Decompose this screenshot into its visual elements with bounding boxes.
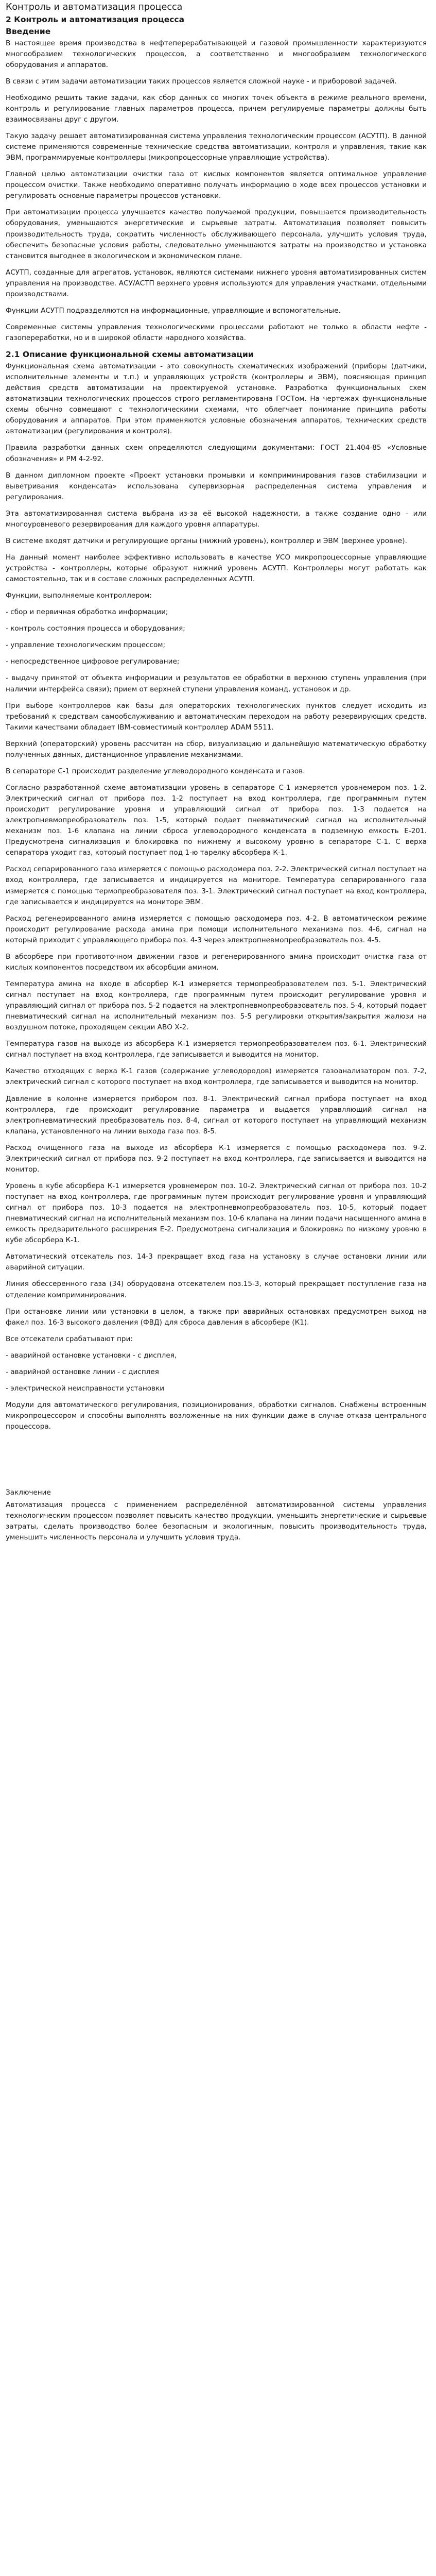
section-paragraph: В системе входят датчики и регулирующие органы (нижний уровень), контроллер и ЭВМ (верхнее уровне). [6,536,407,545]
section-paragraph: При остановке линии или установки в целом, а также при аварийных остановках предусмотрен выход на факел поз. 16-3 высокого давления (ФВД) для сброса давления в абсорбере (К1). [6,1307,427,1327]
intro-paragraph: Функции АСУТП подразделяются на информационные, управляющие и вспомогательные. [6,306,341,315]
section-paragraph: В абсорбере при противоточном движении газов и регенерированного амина происходит очистка газа от кислых компонентов посредством их абсорбции амином. [6,952,427,972]
section-paragraph: При выборе контроллеров как базы для операторских технологических пунктов следует исходить из требований к средствам самообслуживанию и автоматическим переходом на работу резервирующих средств. Такими качествами обладает IBM-совместимый контроллер ADAM 5511. [6,701,427,732]
section-paragraph: Давление в колонне измеряется прибором поз. 8-1. Электрический сигнал прибора поступает на вход контроллера, где происходит регулирование параметра и выдается управляющий сигнал на электропневматический преобразователь поз. 8-4, сигнал от которого поступает на управляющий механизм клапана, установленного на линии выхода газа поз. 8-5. [6,1094,427,1136]
intro-paragraph: При автоматизации процесса улучшается качество получаемой продукции, повышается производительность оборудования, уменьшаются энергетические и сырьевые затраты. Автоматизация позволяет повысить производительность труда, сократить численность обслуживающего персонала, улучшить условия труда, обеспечить безопасные условия работы, следовательно уменьшаются затраты на производство и установка становится выгоднее в экологическом и экономическом плане. [6,208,427,260]
section-paragraph: Расход регенерированного амина измеряется с помощью расходомера поз. 4-2. В автоматическом режиме происходит регулирование расхода амина при помощи исполнительного механизма поз. 4-6, сигнал на который приходит с управляющего прибора поз. 4-3 через электропневмопреобразователь поз. 4-5. [6,914,427,944]
intro-paragraph: Современные системы управления технологическими процессами работают не только в области нефте - газопереработки, но и в широкой области народного хозяйства. [6,323,427,343]
section-paragraph: Автоматический отсекатель поз. 14-3 прекращает вход газа на установку в случае остановки линии или аварийной ситуации. [6,1252,427,1272]
section-paragraph: - непосредственное цифровое регулирование; [6,657,180,666]
section-paragraph: Все отсекатели срабатывают при: [6,1334,133,1343]
intro-paragraph: Главной целью автоматизации очистки газа от кислых компонентов является оптимальное управление процессом очистки. Также необходимо оперативно получать информацию о ходе всех процессов установки и регулировать основные параметры процессов установки. [6,170,427,200]
section-paragraph: Качество отходящих с верха К-1 газов (содержание углеводородов) измеряется газоанализатором поз. 7-2, электрический сигнал с которого поступает на вход контроллера, где записывается и выводится на монитор. [6,1067,427,1087]
section-spacer [6,1438,427,1487]
section-paragraph: На данный момент наиболее эффективно использовать в качестве УСО микропроцессорные управляющие устройства - контроллеры, которые образуют нижний уровень АСУТП. Контроллеры могут работать как самостоятельно, так и в составе сложных распределенных АСУТП. [6,553,427,584]
automation-section [6,361,427,1432]
section-paragraph: Правила разработки данных схем определяются следующими документами: ГОСТ 21.404-85 «Условные обозначения» и РМ 4-2-92. [6,444,427,463]
section-paragraph: Уровень в кубе абсорбера К-1 измеряется уровнемером поз. 10-2. Электрический сигнал от прибора поз. 10-2 поступает на вход контроллера, где программным путем происходит регулирование уровня и управляющий сигнал от прибора поз. 10-3 подается на электропневмопреобразователь поз. 10-5, который подает пневматический сигнал на исполнительный механизм поз. 10-6 клапана на линии подачи насыщенного амина в емкость предварительного расширения Е-2. Предусмотрена сигнализация и блокировка по низкому уровню в кубе абсорбера К-1. [6,1181,427,1245]
intro-paragraph: АСУТП, созданные для агрегатов, установок, являются системами нижнего уровня автоматизированных систем управления на производстве. АСУ/АСТП верхнего уровня используются для управления участками, отдельными производствами. [6,268,427,298]
section-paragraph: - аварийной остановке установки - с дисплея, [6,1351,177,1360]
intro-paragraph: В настоящее время производства в нефтеперерабатывающей и газовой промышленности характеризуются многообразием технологических процессов, а соответственно и многообразием технологического оборудования и аппаратов. [6,39,427,69]
section-paragraph: Линия обессеренного газа (34) оборудована отсекателем поз.15-3, который прекращает поступление газа на отделение комприминирования. [6,1280,427,1299]
section-paragraph: В сепараторе С-1 происходит разделение углеводородного конденсата и газов. [6,767,305,775]
section-paragraph: - аварийной остановке линии - с дисплея [6,1367,159,1376]
section-paragraph: Эта автоматизированная система выбрана из-за её высокой надежности, а также создание одно - или многоуровневого резервирования для каждого уровня аппаратуры. [6,509,427,529]
intro-heading: Введение [6,26,51,36]
section-paragraph: - электрической неисправности установки [6,1384,165,1393]
chapter-heading: 2 Контроль и автоматизация процесса [6,14,185,24]
section-paragraph: Согласно разработанной схеме автоматизации уровень в сепараторе С-1 измеряется уровнемером поз. 1-2. Электрический сигнал от прибора поз. 1-2 поступает на вход контроллера, где программным путем происходит регулирование уровня и управляющий сигнал от прибора поз. 1-3 подается на электропневмопреобразователь поз. 1-5, который подает пневматический сигнал на исполнительный механизм поз. 1-6 клапана на линии сброса углеводородного конденсата в подземную емкость Е-201. Предусмотрена сигнализация и блокировка по нижнему и высокому уровню в сепараторе С-1. С верха сепаратора уходит газ, который поступает под 1-ю тарелку абсорбера К-1. [6,783,427,857]
section-paragraph: Верхний (операторский) уровень рассчитан на сбор, визуализацию и дальнейшую математическую обработку полученных данных, дистанционное управление механизмами. [6,739,427,759]
section-paragraph: Модули для автоматического регулирования, позиционирования, обработки сигналов. Снабжены встроенным микропроцессором и способны выполнять возложенные на них функции даже в случае отказа центрального процессора. [6,1400,427,1431]
section-paragraph: Температура амина на входе в абсорбер К-1 измеряется термопреобразователем поз. 5-1. Электрический сигнал поступает на вход контроллера, где программным путем происходит регулирование уровня и управляющий сигнал от прибора поз. 5-2 подается на электропневмопреобразователь поз. 5-4, который подает пневматический сигнал на исполнительный механизм поз. 5-5 регулировки открытия/закрытия жалюзи на воздушном потоке, проходящем секции АВО Х-2. [6,979,427,1032]
section-paragraph: - сбор и первичная обработка информации; [6,608,168,617]
intro-paragraph: В связи с этим задачи автоматизации таких процессов является сложной науке - и приборовой задачей. [6,77,397,86]
document-title: Контроль и автоматизация процесса [6,2,183,12]
section-paragraph: В данном дипломном проекте «Проект установки промывки и комприминирования газов стабилизации и выветривания конденсата» использована супервизорная распределенная система управления и регулирования. [6,471,427,501]
section-paragraph: Расход очищенного газа на выходе из абсорбера К-1 измеряется с помощью расходомера поз. 9-2. Электрический сигнал от прибора поз. 9-2 поступает на вход контроллера, где записывается и выводится на монитор. [6,1143,427,1174]
section-paragraph: Расход сепарированного газа измеряется с помощью расходомера поз. 2-2. Электрический сигнал поступает на вход контроллера, где записывается и индицируется на мониторе. Температура сепарированного газа измеряется с помощью термопреобразователя поз. 3-1. Электрический сигнал поступает на вход контроллера, где записывается и индицируется на мониторе ЭВМ. [6,865,427,906]
section-paragraph: Функции, выполняемые контроллером: [6,591,152,600]
conclusion-heading: Заключение [6,1488,51,1497]
section-heading: 2.1 Описание функциональной схемы автоматизации [6,350,254,360]
section-paragraph: - контроль состояния процесса и оборудования; [6,624,185,633]
conclusion-paragraph: Автоматизация процесса с применением распределённой автоматизированной системы управления технологическим процессом позволяет повысить качество продукции, уменьшить энергетические и сырьевые затраты, сделать производство более безопасным и экологичным, повысить производительность труда, уменьшить численность персонала и улучшить условия труда. [6,1501,427,1542]
section-paragraph: Температура газов на выходе из абсорбера К-1 измеряется термопреобразователем поз. 6-1. Электрический сигнал поступает на вход контроллера, где записывается и выводится на монитор. [6,1040,427,1059]
intro-paragraph: Необходимо решить такие задачи, как сбор данных со многих точек объекта в режиме реального времени, контроль и регулирование главных параметров процесса, причем регулируемые параметры должны быть взаимосвязаны друг с другом. [6,93,427,124]
section-paragraph: Функциональная схема автоматизации - это совокупность схематических изображений (приборы (датчики, исполнительные элементы и т.п.) и управляющих устройств (контроллеры и ЭВМ), поясняющая принцип действия средств автоматизации на проектируемой установке. Разработка функциональных схем автоматизации технологических процессов строго регламентирована ГОСТом. На чертежах функциональные схемы обычно совмещают с технологическими схемами, что облегчает понимание принципа работы оборудования и аппаратов. При этом применяются условные обозначения аппаратов, технических средств автоматизации (регулирования и контроля). [6,362,427,436]
conclusion-section [6,1500,427,1543]
intro-section [6,38,427,344]
intro-paragraph: Такую задачу решает автоматизированная система управления технологическим процессом (АСУТП). В данной системе применяются современные технические средства автоматизации, контроля и управления, такие как ЭВМ, программируемые контроллеры (микропроцессорные управляющие устройства). [6,132,427,162]
section-paragraph: - выдачу принятой от объекта информации и результатов ее обработки в верхнюю ступень управления (при наличии интерфейса связи); прием от верхней ступени управления команд, установок и др. [6,674,427,693]
section-paragraph: - управление технологическим процессом; [6,641,166,650]
